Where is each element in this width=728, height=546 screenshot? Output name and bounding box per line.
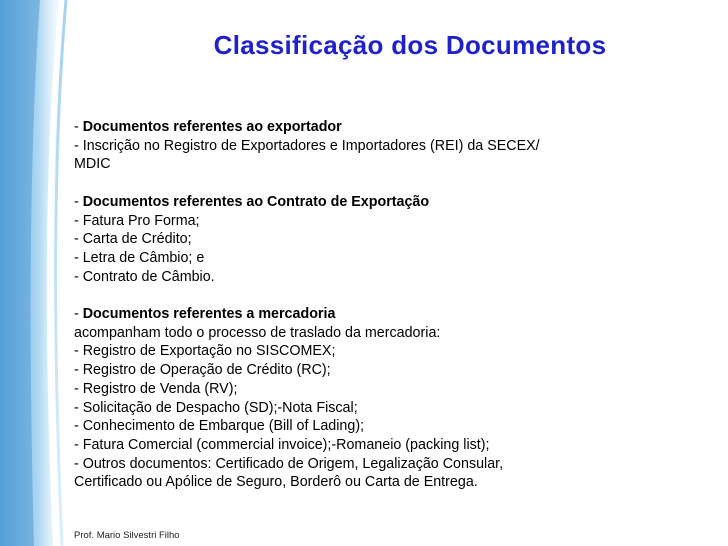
list-item: - Registro de Exportação no SISCOMEX; xyxy=(74,343,336,360)
list-item: acompanham todo o processo de traslado da mercadoria: xyxy=(74,324,441,341)
list-item: Certificado ou Apólice de Seguro, Borderô ou Carta de Entrega. xyxy=(74,474,478,491)
slide-title: Classificação dos Documentos xyxy=(213,30,607,60)
slide-footer: Prof. Mario Silvestri Filho xyxy=(74,530,180,541)
list-item: - Fatura Pro Forma; xyxy=(74,212,200,229)
list-item: - Conhecimento de Embarque (Bill of Lading); xyxy=(74,418,365,435)
list-item: - Contrato de Câmbio. xyxy=(74,268,215,285)
section-heading-text: Documentos referentes ao Contrato de Exportação xyxy=(82,193,430,210)
section-heading-text: Documentos referentes a mercadoria xyxy=(82,306,336,322)
section-goods-heading xyxy=(74,305,634,324)
list-item: MDIC xyxy=(74,156,111,173)
list-item: - Solicitação de Despacho (SD);-Nota Fiscal; xyxy=(74,399,358,416)
slide-body xyxy=(74,118,634,492)
section-heading-text: Documentos referentes ao exportador xyxy=(82,119,342,135)
list-item: - Inscrição no Registro de Exportadores e Importadores (REI) da SECEX/ xyxy=(74,137,540,154)
section-contract-heading xyxy=(74,193,634,212)
heading-dash: - xyxy=(74,306,83,322)
section-exporter-heading xyxy=(74,118,634,137)
heading-dash: - xyxy=(74,193,83,210)
list-item: - Letra de Câmbio; e xyxy=(74,249,205,266)
list-item: - Carta de Crédito; xyxy=(74,231,192,248)
list-item: - Fatura Comercial (commercial invoice);-Romaneio (packing list); xyxy=(74,436,490,453)
list-item: - Registro de Operação de Crédito (RC); xyxy=(74,362,331,379)
list-item: - Outros documentos: Certificado de Origem, Legalização Consular, xyxy=(74,455,504,472)
list-item: - Registro de Venda (RV); xyxy=(74,380,238,397)
heading-dash: - xyxy=(74,119,83,135)
